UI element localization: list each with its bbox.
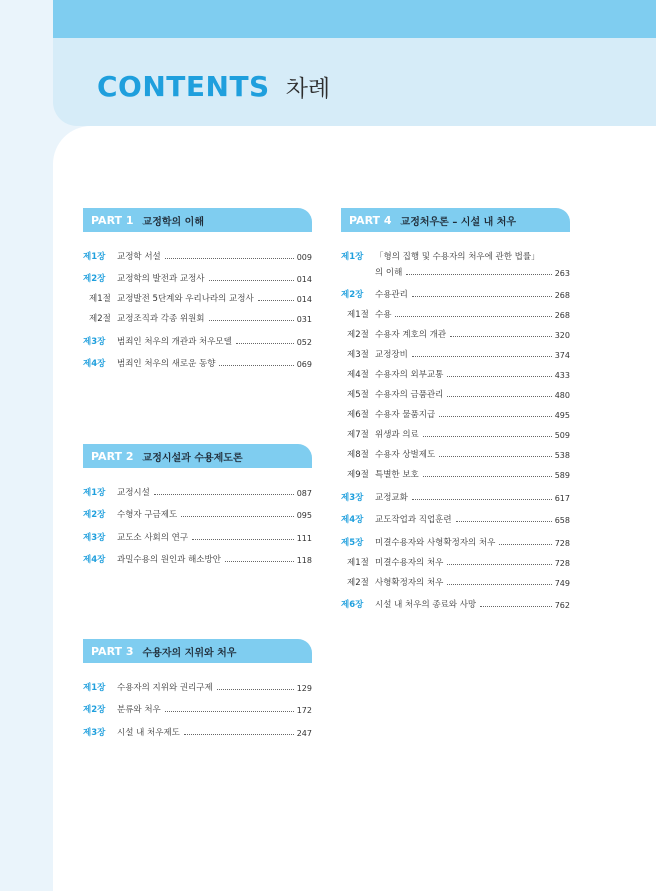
part-title: 교정시설과 수용제도론 xyxy=(142,452,243,464)
entry-title: 교정교화 xyxy=(375,492,408,503)
toc-list xyxy=(83,239,312,369)
page-number: 762 xyxy=(554,601,570,610)
entry-number: 제7절 xyxy=(347,430,369,440)
toc-chapter-entry xyxy=(83,498,312,521)
toc-section-entry xyxy=(341,320,570,340)
page-number: 538 xyxy=(554,451,570,460)
page-number: 268 xyxy=(554,311,570,320)
entry-title: 교도작업과 직업훈련 xyxy=(375,515,452,525)
entry-number: 제4장 xyxy=(83,359,106,369)
part-title: 교정처우론 – 시설 내 처우 xyxy=(400,216,517,228)
toc-chapter-entry xyxy=(83,239,312,262)
page-number: 069 xyxy=(296,360,312,369)
entry-number: 제4절 xyxy=(347,370,369,380)
title-korean: 차례 xyxy=(285,76,331,102)
page-number: 509 xyxy=(554,431,570,440)
page-number: 247 xyxy=(296,728,312,738)
leader-dots xyxy=(236,343,294,344)
entry-title: 위생과 의료 xyxy=(375,430,419,440)
leader-dots xyxy=(209,320,294,321)
toc-chapter-entry xyxy=(83,715,312,738)
toc-list xyxy=(83,475,312,565)
leader-dots xyxy=(439,456,552,457)
leader-dots xyxy=(447,584,551,585)
leader-dots xyxy=(456,521,552,522)
page-number: 087 xyxy=(296,488,312,498)
leader-dots xyxy=(406,274,551,275)
page-number: 009 xyxy=(296,252,312,262)
leader-dots xyxy=(165,258,294,259)
page-number: 589 xyxy=(554,471,570,480)
page-number: 268 xyxy=(554,291,570,300)
entry-number: 제5절 xyxy=(347,390,369,400)
toc-chapter-entry xyxy=(83,475,312,498)
entry-number: 제3장 xyxy=(83,532,106,543)
part-2 xyxy=(83,444,312,565)
leader-dots xyxy=(450,336,552,337)
toc-section-entry xyxy=(341,420,570,440)
entry-number: 제5장 xyxy=(341,537,364,548)
page-number: 658 xyxy=(554,516,570,525)
toc-chapter-entry xyxy=(341,480,570,503)
leader-dots xyxy=(412,296,552,297)
title-english: CONTENTS xyxy=(97,70,270,103)
leader-dots xyxy=(258,300,294,301)
entry-number: 제2절 xyxy=(89,314,111,324)
part-4 xyxy=(341,208,570,610)
entry-number: 제1절 xyxy=(347,557,369,568)
toc-chapter-entry xyxy=(341,278,570,301)
leader-dots xyxy=(165,711,294,712)
page-number: 320 xyxy=(554,331,570,340)
entry-number: 제2절 xyxy=(347,577,369,588)
entry-title: 교정장비 xyxy=(375,350,408,360)
leader-dots xyxy=(423,436,552,437)
entry-number: 제1장 xyxy=(83,251,106,262)
toc-section-entry xyxy=(341,460,570,480)
page-number: 014 xyxy=(296,275,312,284)
part-header xyxy=(83,444,312,468)
entry-title: 수용자 계호의 개관 xyxy=(375,330,447,340)
toc-chapter-entry xyxy=(83,693,312,716)
entry-title: 분류와 처우 xyxy=(117,705,161,715)
entry-title: 수형자 구금제도 xyxy=(117,510,178,520)
page-number: 129 xyxy=(296,683,312,693)
toc-section-entry xyxy=(83,284,312,304)
toc-list xyxy=(83,670,312,738)
page-number: 014 xyxy=(296,295,312,304)
entry-title: 미결수용자와 사형확정자의 처우 xyxy=(375,537,496,548)
entry-title: 과밀수용의 원인과 해소방안 xyxy=(117,555,221,565)
part-label: PART 4 xyxy=(349,213,392,227)
toc-section-entry xyxy=(341,400,570,420)
part-1 xyxy=(83,208,312,369)
entry-title: 수용관리 xyxy=(375,290,408,300)
entry-number: 제6절 xyxy=(347,410,369,420)
page-number: 495 xyxy=(554,411,570,420)
entry-number: 제4장 xyxy=(83,555,106,565)
page-number: 118 xyxy=(296,556,312,565)
leader-dots xyxy=(184,734,294,735)
entry-number: 제1장 xyxy=(341,251,364,262)
leader-dots xyxy=(439,416,552,417)
leader-dots xyxy=(447,564,551,565)
page-title xyxy=(97,70,330,103)
part-label: PART 2 xyxy=(91,449,134,463)
entry-number: 제2장 xyxy=(341,290,364,300)
page-number: 263 xyxy=(554,268,570,278)
leader-dots xyxy=(447,396,551,397)
leader-dots xyxy=(154,494,294,495)
leader-dots xyxy=(225,561,294,562)
entry-number: 제6장 xyxy=(341,600,364,610)
entry-title: 시설 내 처우의 종료와 사망 xyxy=(375,600,477,610)
header-band-top xyxy=(53,0,656,38)
entry-title: 교정학의 발전과 교정사 xyxy=(117,274,205,284)
toc-chapter-entry xyxy=(83,324,312,347)
entry-number: 제2장 xyxy=(83,705,106,715)
leader-dots xyxy=(217,689,294,690)
entry-number: 제2절 xyxy=(347,330,369,340)
page-number: 433 xyxy=(554,371,570,380)
leader-dots xyxy=(395,316,551,317)
toc-list xyxy=(341,239,570,610)
part-label: PART 3 xyxy=(91,644,134,658)
toc-section-entry xyxy=(341,380,570,400)
leader-dots xyxy=(219,365,293,366)
entry-title: 미결수용자의 처우 xyxy=(375,557,444,568)
toc-chapter-entry xyxy=(83,670,312,693)
page-number: 031 xyxy=(296,315,312,324)
page-number: 374 xyxy=(554,351,570,360)
entry-number: 제2장 xyxy=(83,510,106,520)
entry-number: 제3장 xyxy=(83,336,106,347)
entry-number: 제1장 xyxy=(83,487,106,498)
toc-section-entry xyxy=(341,440,570,460)
entry-title: 수용자의 지위와 권리구제 xyxy=(117,682,213,693)
toc-section-entry xyxy=(341,568,570,588)
page-number: 728 xyxy=(554,538,570,548)
page-number: 111 xyxy=(296,533,312,543)
entry-number: 제1장 xyxy=(83,682,106,693)
entry-title: 「형의 집행 및 수용자의 처우에 관한 법률」 xyxy=(375,251,540,262)
toc-chapter-entry xyxy=(341,525,570,548)
entry-number: 제3장 xyxy=(341,492,364,503)
toc-section-entry xyxy=(341,360,570,380)
entry-number: 제8절 xyxy=(347,450,369,460)
entry-number: 제3절 xyxy=(347,350,369,360)
entry-number: 제1절 xyxy=(347,310,369,320)
toc-section-entry xyxy=(341,340,570,360)
page-number: 749 xyxy=(554,578,570,588)
leader-dots xyxy=(480,606,552,607)
entry-number: 제2장 xyxy=(83,274,106,284)
entry-title: 시설 내 처우제도 xyxy=(117,727,180,738)
entry-title: 수용자의 금품관리 xyxy=(375,390,444,400)
page-number: 172 xyxy=(296,706,312,715)
leader-dots xyxy=(447,376,551,377)
part-header xyxy=(83,639,312,663)
page-number: 480 xyxy=(554,391,570,400)
page-number: 052 xyxy=(296,337,312,347)
entry-title: 교정조직과 각종 위원회 xyxy=(117,314,205,324)
leader-dots xyxy=(412,499,552,500)
leader-dots xyxy=(192,539,294,540)
entry-title: 수용자의 외부교통 xyxy=(375,370,444,380)
page-number: 095 xyxy=(296,511,312,520)
entry-title: 수용자 물품지급 xyxy=(375,410,436,420)
part-header xyxy=(341,208,570,232)
toc-chapter-entry xyxy=(83,262,312,285)
entry-title: 특별한 보호 xyxy=(375,470,419,480)
entry-title: 수용자 상벌제도 xyxy=(375,450,436,460)
entry-title: 범죄인 처우의 새로운 동향 xyxy=(117,359,216,369)
part-3 xyxy=(83,639,312,738)
toc-section-entry xyxy=(341,300,570,320)
part-label: PART 1 xyxy=(91,213,134,227)
page-number: 617 xyxy=(554,493,570,503)
page-number: 728 xyxy=(554,558,570,568)
toc-chapter-entry xyxy=(83,520,312,543)
toc-chapter-entry xyxy=(341,588,570,611)
leader-dots xyxy=(412,356,552,357)
toc-chapter-entry xyxy=(83,543,312,566)
leader-dots xyxy=(423,476,552,477)
toc-chapter-entry xyxy=(341,239,570,262)
toc-section-entry xyxy=(83,304,312,324)
leader-dots xyxy=(181,516,294,517)
part-title: 수용자의 지위와 처우 xyxy=(142,647,237,659)
leader-dots xyxy=(209,280,294,281)
entry-title: 의 이해 xyxy=(375,267,403,278)
entry-title: 범죄인 처우의 개관과 처우모델 xyxy=(117,336,232,347)
part-header xyxy=(83,208,312,232)
entry-title: 교정시설 xyxy=(117,487,150,498)
entry-title: 교정발전 5단계와 우리나라의 교정사 xyxy=(117,294,254,304)
entry-title: 수용 xyxy=(375,310,392,320)
entry-number: 제3장 xyxy=(83,727,106,738)
entry-number: 제1절 xyxy=(89,294,111,304)
toc-chapter-entry xyxy=(341,503,570,526)
part-title: 교정학의 이해 xyxy=(142,216,204,228)
entry-title: 사형확정자의 처우 xyxy=(375,577,444,588)
toc-chapter-entry xyxy=(83,347,312,370)
entry-number: 제4장 xyxy=(341,515,364,525)
entry-number: 제9절 xyxy=(347,470,369,480)
entry-title: 교도소 사회의 연구 xyxy=(117,532,189,543)
leader-dots xyxy=(499,544,551,545)
toc-chapter-entry xyxy=(341,262,570,278)
entry-title: 교정학 서설 xyxy=(117,251,161,262)
toc-section-entry xyxy=(341,548,570,568)
